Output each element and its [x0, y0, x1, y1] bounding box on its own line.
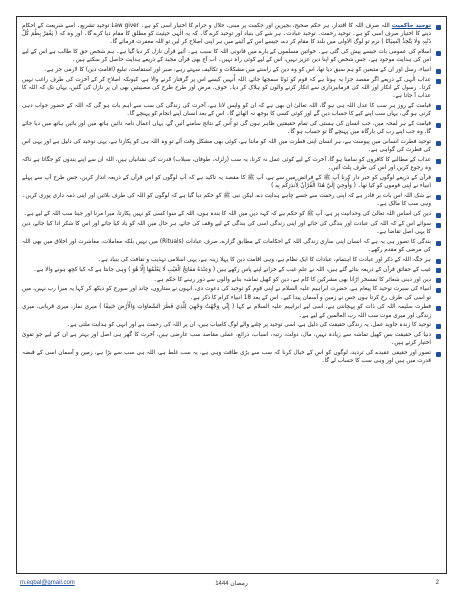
square-bullet-icon	[436, 159, 441, 164]
square-bullet-icon	[436, 195, 441, 200]
square-bullet-icon	[436, 123, 441, 128]
bullet-text: قیامت کے ہر لمحہ میں، جب انسان کی ہستی کی تمام حقیقتیں ظاہر ہوں گی تو اُس کے نتائج سامنے آئیں گے، یہاں اعمال نامہ دائیں ہاتھ میں اور بائیں ہاتھ میں دیا جائے گا، وہ جب اپنے رب کی بارگاہ میں پہنچے گا تو حساب ہو گا۔	[22, 121, 431, 136]
bullet-item	[22, 331, 441, 347]
square-bullet-icon	[436, 288, 441, 293]
bullet-item	[22, 220, 441, 236]
bullet-text: تصور اور حقیقی عقیدے کی تردید، لوگوں کو اس کے خیال کرنا کہ سب سے بڑی طاقت وہی ہے، یہ سب غلط ہے، اللہ ہی سب سے بڑا ہے، زمین و آسمان اسی کے قبضہ قدرت میں ہیں اور وہی سب کا حساب لے گا۔	[22, 350, 431, 365]
bullet-lead: توحید حاکمیت	[391, 23, 432, 29]
bullet-item	[22, 192, 441, 208]
square-bullet-icon	[436, 306, 441, 311]
square-bullet-icon	[436, 177, 441, 182]
bullet-text: قرآن کے ذریعے لوگوں کو خبر دار کرنا آپ ﷺ کے فرائض میں سے ہے، آپ ﷺ کا مقصد یہ تاکید ہے کہ آپ لوگوں کو اس قرآن کے ذریعہ انذار کریں، جس طرح آپ سے پہلے انبیاء نے اپنی قوموں کو کیا تھا۔ ( وَأُوحِيَ إِلَيَّ هَٰذَا الْقُرْآنُ لِأُنذِرَكُم بِهِ )	[22, 175, 431, 190]
square-bullet-icon	[436, 259, 441, 264]
bullet-item	[22, 156, 441, 172]
bullet-item	[22, 48, 441, 64]
footer-month: رمضان 1444	[215, 581, 248, 587]
bullet-item	[22, 174, 441, 190]
bullet-item	[22, 120, 441, 136]
square-bullet-icon	[436, 105, 441, 110]
square-bullet-icon	[436, 25, 441, 30]
bullet-item	[22, 321, 441, 329]
page-footer	[16, 578, 447, 592]
bullet-item	[22, 285, 441, 301]
bullet-text: قیامت کے روز ہر سب کا عدل اللہ ہی ہو گا، اللہ تعالیٰ ان بھی ہے کہ ان کو واپس لانا ہے، آخرت کی زندگی کی سب سے اہم بات ہو گی کہ اللہ کے حضور جواب دہی کرنی ہو گی، یہاں سب اپنے کیے کا حساب دیں گے اور کوئی کسی کا بوجھ نہ اٹھائے گا۔ اس کے بعد انسان اپنے انجام کو پہنچے گا۔	[22, 103, 431, 118]
square-bullet-icon	[436, 241, 441, 246]
bullet-item	[22, 276, 441, 284]
square-bullet-icon	[436, 69, 441, 74]
square-bullet-icon	[436, 213, 441, 218]
square-bullet-icon	[436, 352, 441, 357]
square-bullet-icon	[436, 334, 441, 339]
bullet-text: سوائے اس کے کہ اللہ کی عبادت اور بندگی کی جائے اور اپنی زندگی اسی کی بندگی کے لیے وقف کی جائے، ہر حال میں اللہ کو یاد کیا جائے اور اس کا شکر ادا کیا جائے، دین کا یہی اصل تقاضا ہے۔	[22, 221, 431, 236]
square-bullet-icon	[436, 51, 441, 56]
footer-email[interactable]: m.eqbal@gmail.com	[20, 580, 75, 586]
bullet-list	[22, 22, 441, 568]
square-bullet-icon	[436, 278, 441, 283]
page-number: 2	[435, 580, 439, 586]
bullet-item	[22, 266, 441, 274]
bullet-text: ہر جگہ اللہ کے ذکر اور عبادت کا اہتمام، عبادات کا ایک نظام ہے، وہی اقامت دین کا پہلا زینہ ہے، یہی اسلامی تہذیب و ثقافت کی بنیاد ہے۔	[97, 257, 431, 263]
bullet-item	[22, 76, 441, 101]
bullet-text: اسلام کی عمومی بات جیسے پیش کی گئی ہے۔ خواتین مسلموں کے بارے میں قانونی اللہ کا سبب ہے۔ آئیے قرآن نازل کر دیا گیا ہے۔ ہم شخص حق کا طالب ہے اس کے لیے اس کی ہدایت موجود ہے۔ جس شخص کو اپنا دین عزیز نہیں، اس کے لیے کوئی راہ نہیں۔ اب آج بھی قرآن مجید کے ذریعے ہدایت حاصل کر سکتے ہیں۔	[22, 49, 431, 64]
bullet-text: دین اور دینی شعائر کا تمسخر اڑانا بھی مشرکین کا کام ہے، دین کو کھیل تماشہ بنانے والوں سے دور رہنے کا حکم ہے۔	[153, 276, 431, 283]
bullet-text: اللہ صرف اللہ کا اقتدار، ہر حکم صحیح، بجیرین اور حکمت پر مبنی، حلال و حرام کا اختیار اسی کو ہے۔ Law giver توحید تشریع۔ اسے شریعت کے احکام دینے کا اختیار صرف اسی کو ہے۔ توحید رحمت۔ توحید عبادت۔ ہر شے کی بنیاد اور توحید کرے گا۔ کہ یہ الٰہی حیثیت کو مطلق کا مقام دیا کرے گا۔ اور وہ کہ ( یَغْفِرُ بِطْمَ کُلَّ ذَنْبِہٖ وَلَا یَتَّخِذُ اِنْسِیَانًا ) نرم تو لوگ الاولی میں بلند کا مقام کر دے، جیسے اس کے آئینے میں ہر اپنی اصلاح کر لیں تو اللہ مغفرت فرمائے گا۔	[22, 23, 431, 46]
bullet-text: توحید فطرت انسانی میں پیوست ہے، ہر انسان اپنی فطرت میں اللہ کو مانتا ہے، کوئی بھی مشکل وقت آئے تو وہ اللہ ہی کو پکارتا ہے، یہی توحید کی دلیل ہے اور یہی اس کی فطرت کی گواہی ہے۔	[22, 139, 431, 154]
square-bullet-icon	[436, 79, 441, 84]
bullet-text: بے شک اللہ اس بات پر قادر ہے کہ اپنی رحمت سے جسے چاہے ہدایت دے، لیکن نبی ﷺ کو حکم دیا گیا ہے کہ لوگوں کو اللہ کی طرف بلائیں اور اپنی ذمہ داری پوری کریں۔ وہی سب کا مالک ہے۔	[22, 193, 431, 208]
bullet-text: توحید کا زندہ جاوید عمل، یہ زندگی حقیقت کی دلیل ہے، اسی توحید پر چلنے والے لوگ کامیاب ہیں، ان پر اللہ کی رحمت ہے اور انہی کو ہدایت ملتی ہے۔	[66, 322, 431, 329]
bullet-item	[22, 303, 441, 319]
bullet-item	[22, 138, 441, 154]
bullet-item	[22, 22, 441, 47]
bullet-text: انبیاء کی سیرت توحید کا پیغام ہے، حضرت ابراہیم علیہ السلام نے اپنی قوم کو توحید کی دعوت دی، انہوں نے ستاروں، چاند اور سورج کو دیکھ کر کہا یہ میرا رب نہیں، میں تو اسی کی طرف رخ کرتا ہوں جس نے زمین و آسمان پیدا کیے۔ اس کے بعد 18 انبیاء کرام کا ذکر ہے۔	[22, 286, 431, 301]
bullet-item	[22, 256, 441, 264]
bullet-item	[22, 66, 441, 74]
bullet-item	[22, 238, 441, 254]
square-bullet-icon	[436, 268, 441, 273]
square-bullet-icon	[436, 324, 441, 329]
square-bullet-icon	[436, 141, 441, 146]
bullet-text: فطرت سلیمہ اللہ کی ذات کو پہچانتی ہے، اسی لیے ابراہیم علیہ السلام نے کہا ( إِنِّي وَجَّهْتُ وَجْهِيَ لِلَّذِي فَطَرَ السَّمَاوَاتِ وَالْأَرْضَ حَنِيفًا ) میری نماز، میری قربانی، میری زندگی اور میری موت سب اللہ رب العالمین کے لیے ہے۔	[22, 304, 431, 319]
bullet-text: دنیا کی حقیقت بس کھیل تماشہ سے زیادہ نہیں، مال، دولت، رتبہ، اسباب، ذرائع، عملی مقاصد سب عارضی ہیں، آخرت کا گھر ہی اصل اور بہتر ہے ان کے لیے جو تقویٰ اختیار کرتے ہیں۔	[22, 332, 431, 347]
bullet-item	[22, 210, 441, 218]
bullet-text: بندگی کا تصور ہی یہ ہے کہ انسان اپنی ساری زندگی اللہ کے احکامات کے مطابق گزارے، صرف عبادات (Rituals) میں نہیں بلکہ معاملات، معاشرت اور اخلاق میں بھی اللہ کی مرضی کو مقدم رکھے۔	[22, 239, 431, 254]
bullet-text: غیب کے حقائق قرآن کے ذریعہ بتائے گئے ہیں، اللہ نے علمِ غیب کے خزانے اپنے پاس رکھے ہیں ( وَعِنْدَهُ مَفَاتِحُ الْغَيْبِ لَا يَعْلَمُهَا إِلَّا هُوَ ) وہی جانتا ہے کہ کیا کچھ ہونے والا ہے۔	[33, 266, 431, 273]
bullet-text: انبیاء، رسل اور ان کے متبعین کو ہم سبق دیا تھا، اس کو وہ دین کے راستے میں مشکلات و تکالیف سہتے رہے، صبر اور استقامت، تبلیغ (اقامتِ دین) کا لازمی جز ہے۔	[43, 67, 431, 74]
square-bullet-icon	[436, 223, 441, 228]
bullet-text: دین کی اساس اللہ تعالیٰ کی وحدانیت پر ہے، آپ ﷺ کو حکم ہے کہ کہہ دیں میں اللہ کا بندہ ہوں، اللہ کے سوا کسی کو نہیں پکارتا، میرا مرنا اور جینا سب اللہ کے لیے ہے۔	[23, 211, 431, 218]
bullet-item	[22, 349, 441, 365]
bullet-item	[22, 102, 441, 118]
bullet-text: عذاب کے مطالبے کا کافروں کو سامنا ہو گا، آخرت کے لیے کوئی عمل نہ کرنا، یہ سب (زلزلہ، طوفان، سیلاب) قدرت کی نشانیاں ہیں، اللہ ان سے اپنے بندوں کو جگاتا ہے تاکہ وہ رجوع کریں اور اس کی طرف پلٹ آئیں۔	[22, 157, 431, 172]
bullet-text: عذاب الٰہی کے ذریعے اگر مقصد جزا یہ ہوتا ہے کہ قوم کو ٹوٹا سمجھا جائے، اللہ اُنہیں کیسے اس پر گرفتار کرنے والا ہے، کیونکہ اصلاح کر کے آخرت کی طرف راغب نہیں کرتا۔ رسول کے انکار اور اللہ کی فرمانبرداری سے انکار کرنے والوں کو ہلاک کر دیا۔ خوف، مرض اور طرح طرح کی مصیبتیں بھی ان پر نازل کی گئیں، یہاں تک کہ اللہ کا عذاب آ جاتا ہے۔	[22, 77, 431, 100]
